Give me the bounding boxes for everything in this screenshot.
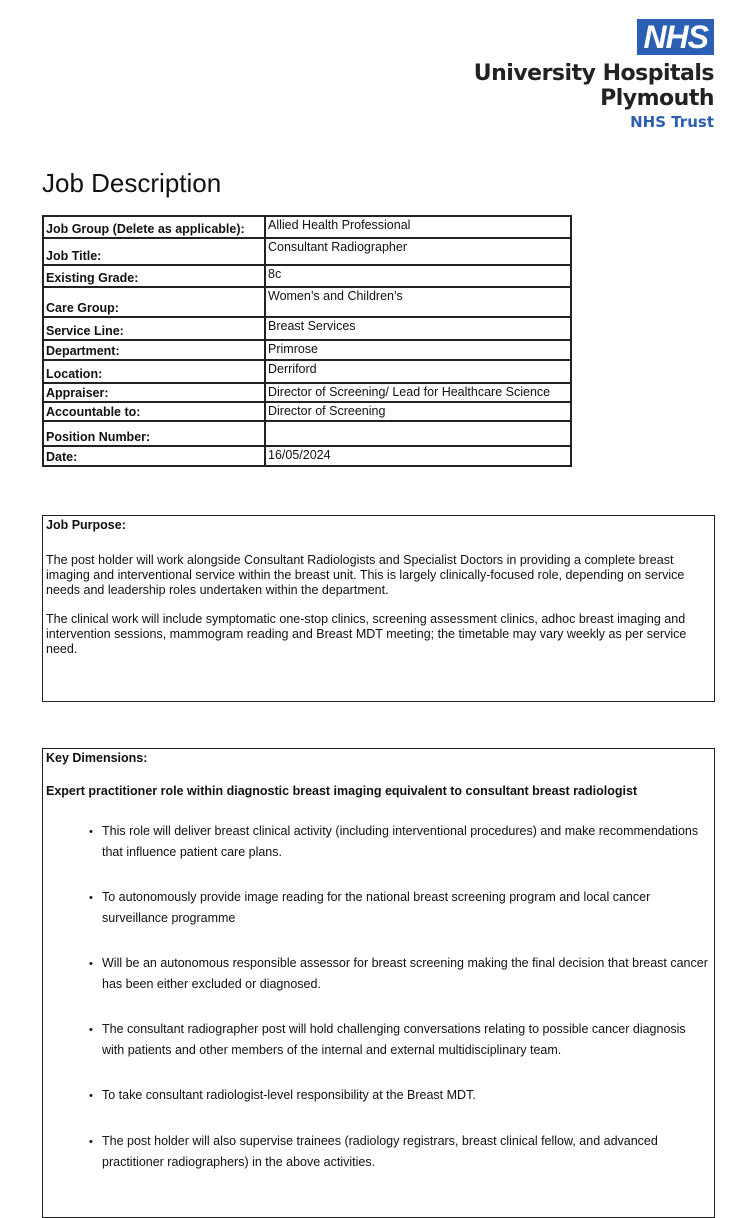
list-item bbox=[62, 953, 711, 994]
job-purpose-box bbox=[42, 515, 715, 702]
job-purpose-paragraph: The post holder will work alongside Consultant Radiologists and Specialist Doctors in providing a complete breast imaging and interventional service within the breast unit. This is largely clinically-focused role, depending on service needs and leadership roles undertaken within the department. bbox=[46, 553, 685, 597]
list-item bbox=[62, 887, 711, 928]
bullet-icon: • bbox=[89, 826, 93, 838]
list-item-text: To take consultant radiologist-level responsibility at the Breast MDT. bbox=[102, 1088, 476, 1102]
row-label: Date: bbox=[43, 446, 265, 466]
job-info-table bbox=[42, 215, 572, 467]
row-label: Job Title: bbox=[43, 238, 265, 265]
key-dimensions-list bbox=[46, 821, 711, 1172]
bullet-icon: • bbox=[89, 958, 93, 970]
table-row bbox=[43, 287, 571, 317]
org-name-line1: University Hospitals bbox=[473, 61, 714, 86]
row-value: 8c bbox=[265, 265, 571, 287]
row-label: Position Number: bbox=[43, 421, 265, 446]
row-value: Primrose bbox=[265, 340, 571, 360]
bullet-icon: • bbox=[89, 1090, 93, 1102]
table-row bbox=[43, 402, 571, 421]
job-purpose-paragraph: The clinical work will include symptomatic one-stop clinics, screening assessment clinics, adhoc breast imaging and intervention sessions, mammogram reading and Breast MDT meeting; the timetable may vary weekly as per service need. bbox=[46, 612, 687, 656]
table-row bbox=[43, 340, 571, 360]
key-dimensions-heading: Key Dimensions: bbox=[46, 751, 148, 765]
row-value: Derriford bbox=[265, 360, 571, 383]
list-item-text: Will be an autonomous responsible assessor for breast screening making the final decision that breast cancer has been either excluded or diagnosed. bbox=[102, 956, 708, 991]
table-row bbox=[43, 238, 571, 265]
row-label: Job Group (Delete as applicable): bbox=[43, 216, 265, 238]
org-name-line2: Plymouth bbox=[600, 86, 714, 111]
row-value: Breast Services bbox=[265, 317, 571, 340]
nhs-trust-logo bbox=[474, 19, 714, 133]
list-item bbox=[62, 1085, 711, 1106]
table-row bbox=[43, 265, 571, 287]
row-value: Allied Health Professional bbox=[265, 216, 571, 238]
list-item-text: To autonomously provide image reading for the national breast screening program and local cancer surveillance programme bbox=[102, 890, 651, 925]
list-item bbox=[62, 821, 711, 862]
row-label: Care Group: bbox=[43, 287, 265, 317]
bullet-icon: • bbox=[89, 1136, 93, 1148]
row-label: Existing Grade: bbox=[43, 265, 265, 287]
key-dimensions-box bbox=[42, 748, 715, 1218]
nhs-badge-logo: NHS bbox=[637, 19, 714, 55]
row-label: Accountable to: bbox=[43, 402, 265, 421]
table-row bbox=[43, 360, 571, 383]
row-value bbox=[265, 421, 571, 446]
row-value: 16/05/2024 bbox=[265, 446, 571, 466]
list-item-text: The consultant radiographer post will hold challenging conversations relating to possible cancer diagnosis with patients and other members of the internal and external multidisciplinary team. bbox=[102, 1022, 686, 1057]
bullet-icon: • bbox=[89, 1024, 93, 1036]
row-value: Consultant Radiographer bbox=[265, 238, 571, 265]
table-row bbox=[43, 216, 571, 238]
row-label: Location: bbox=[43, 360, 265, 383]
table-row bbox=[43, 383, 571, 402]
list-item bbox=[62, 1019, 711, 1060]
list-item bbox=[62, 1131, 711, 1172]
bullet-icon: • bbox=[89, 892, 93, 904]
page-title: Job Description bbox=[42, 168, 222, 198]
row-value: Director of Screening bbox=[265, 402, 571, 421]
row-value: Women’s and Children’s bbox=[265, 287, 571, 317]
row-label: Department: bbox=[43, 340, 265, 360]
row-label: Service Line: bbox=[43, 317, 265, 340]
list-item-text: The post holder will also supervise trainees (radiology registrars, breast clinical fellow, and advanced practitioner radiographers) in the above activities. bbox=[102, 1134, 658, 1169]
list-item-text: This role will deliver breast clinical activity (including interventional procedures) and make recommendations that influence patient care plans. bbox=[102, 824, 699, 859]
table-row bbox=[43, 317, 571, 340]
job-purpose-heading: Job Purpose: bbox=[46, 518, 126, 532]
table-row bbox=[43, 421, 571, 446]
key-dimensions-subheading: Expert practitioner role within diagnostic breast imaging equivalent to consultant breast radiologist bbox=[46, 784, 638, 798]
row-value: Director of Screening/ Lead for Healthcare Science bbox=[265, 383, 571, 402]
table-row bbox=[43, 446, 571, 466]
row-label: Appraiser: bbox=[43, 383, 265, 402]
org-trust-label: NHS Trust bbox=[630, 113, 714, 131]
